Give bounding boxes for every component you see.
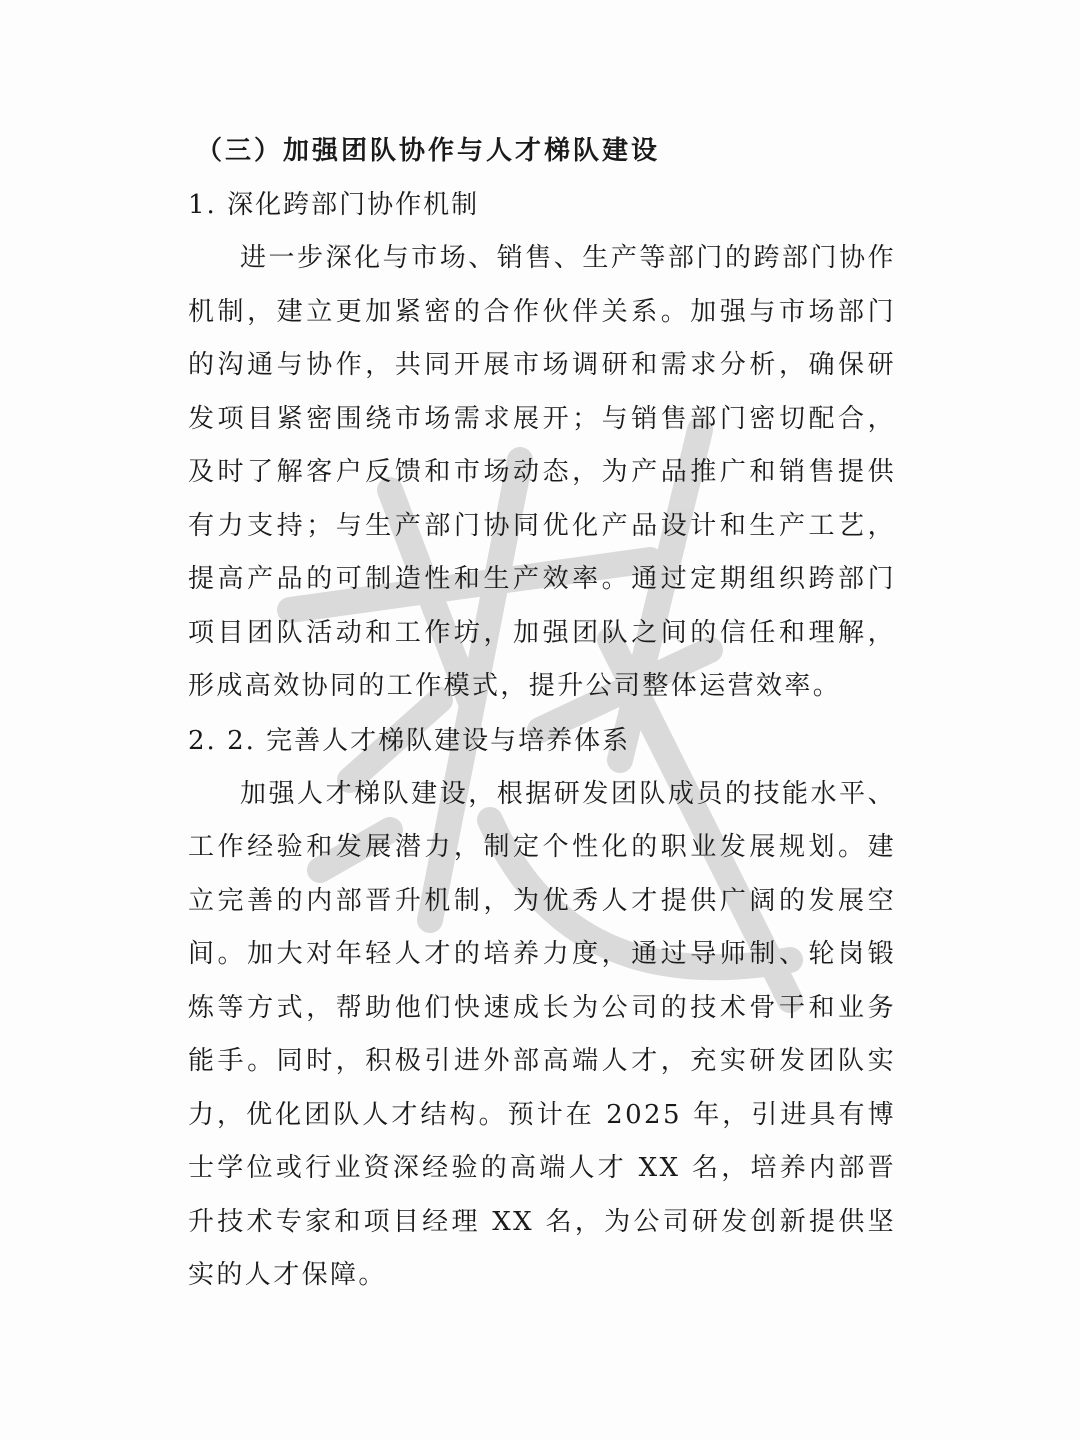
document-content xyxy=(188,124,896,1303)
section-heading: （三）加强团队协作与人才梯队建设 xyxy=(196,136,661,166)
item-2-title: 2. 2. 完善人才梯队建设与培养体系 xyxy=(188,725,631,756)
item-2-body: 加强人才梯队建设，根据研发团队成员的技能水平、工作经验和发展潜力，制定个性化的职业发展规划。建立完善的内部晋升机制，为优秀人才提供广阔的发展空间。加大对年轻人才的培养力度，通过导师制、轮岗锻炼等方式，帮助他们快速成长为公司的技术骨干和业务能手。同时，积极引进外部高端人才，充实研发团队实力，优化团队人才结构。预计在 2025 年，引进具有博士学位或行业资深经验的高端人才 XX 名，培养内部晋升技术专家和项目经理 XX 名，为公司研发创新提供坚实的人才保障。 xyxy=(188,778,896,1290)
item-1-body: 进一步深化与市场、销售、生产等部门的跨部门协作机制，建立更加紧密的合作伙伴关系。加强与市场部门的沟通与协作，共同开展市场调研和需求分析，确保研发项目紧密围绕市场需求展开；与销售部门密切配合，及时了解客户反馈和市场动态，为产品推广和销售提供有力支持；与生产部门协同优化产品设计和生产工艺，提高产品的可制造性和生产效率。通过定期组织跨部门项目团队活动和工作坊，加强团队之间的信任和理解，形成高效协同的工作模式，提升公司整体运营效率。 xyxy=(188,243,896,701)
item-1-title: 1. 深化跨部门协作机制 xyxy=(188,190,480,220)
